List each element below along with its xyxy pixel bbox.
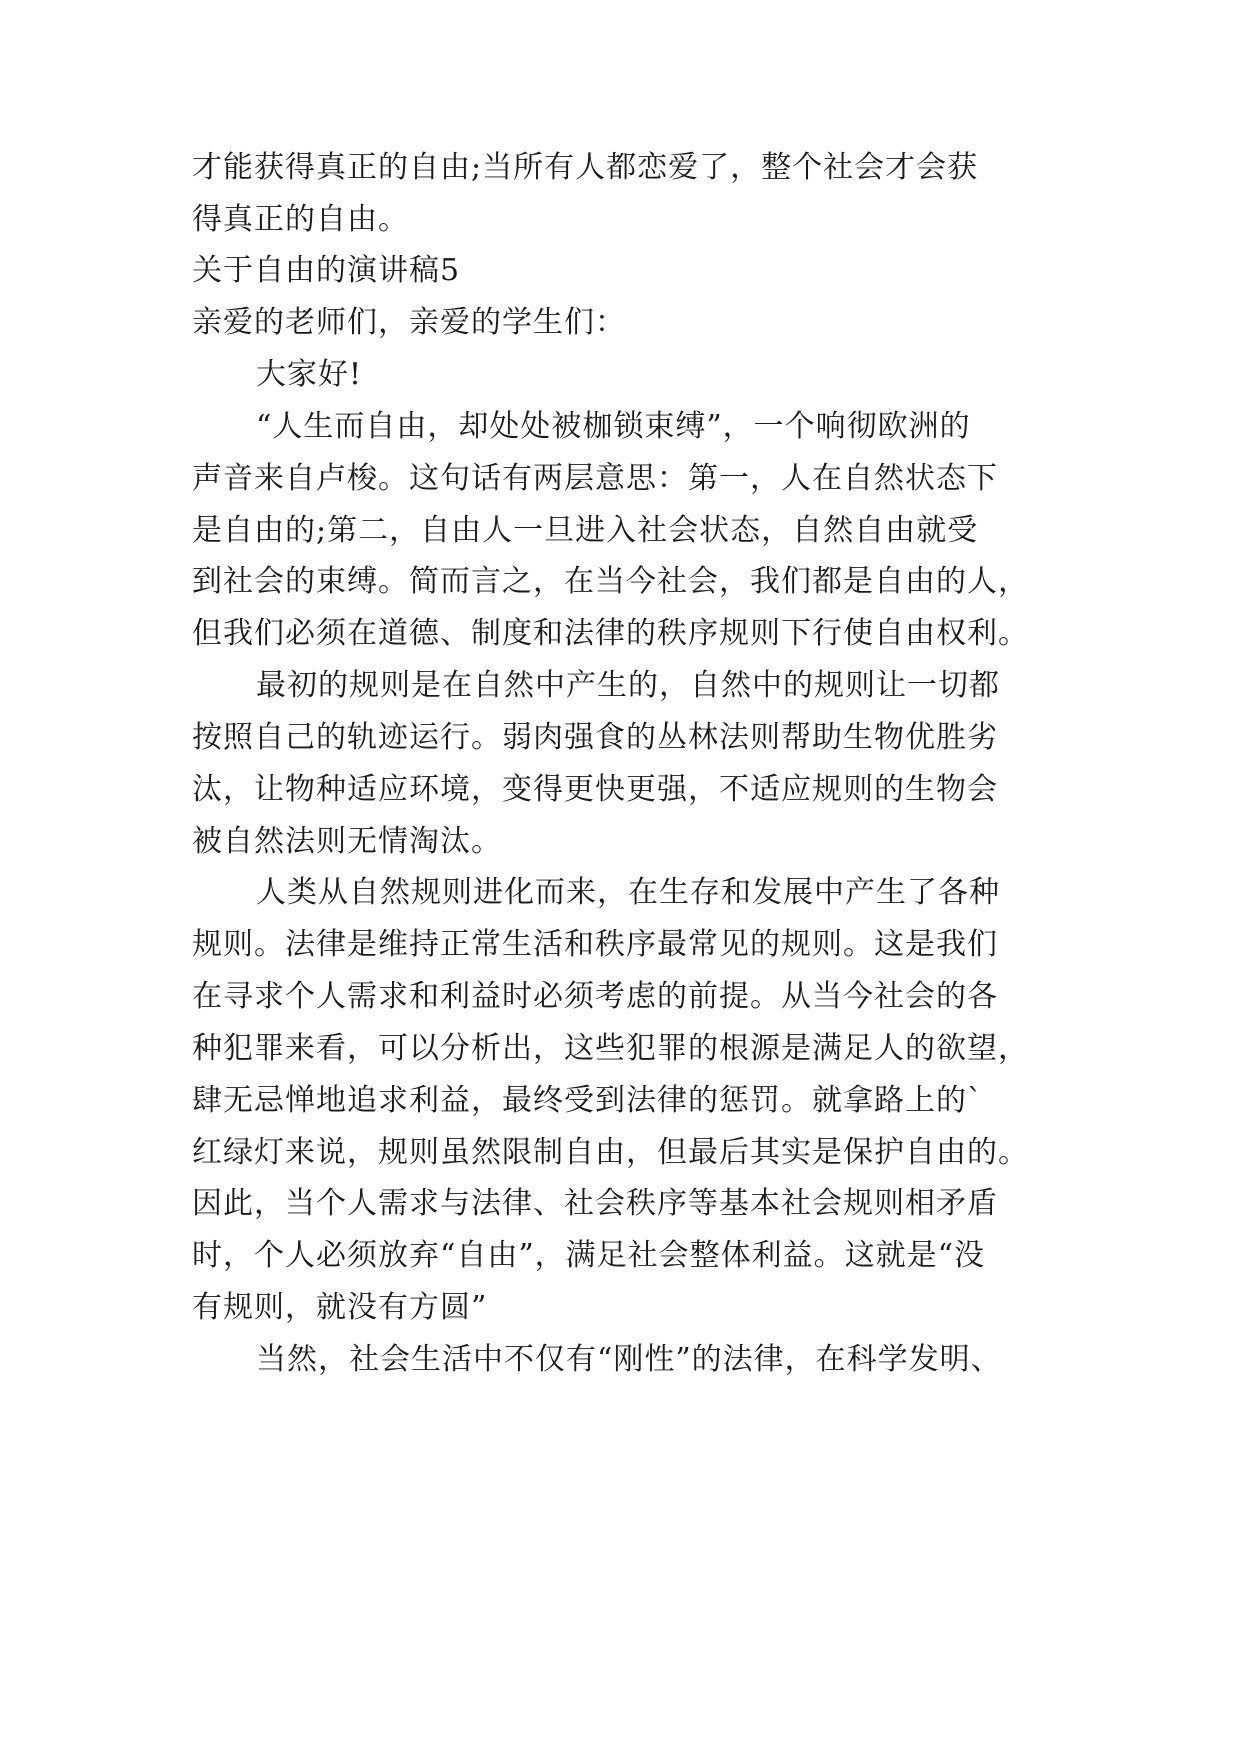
text-line: 但我们必须在道德、制度和法律的秩序规则下行使自由权利。 <box>192 616 1029 651</box>
text-line: 得真正的自由。 <box>192 202 409 237</box>
section-heading: 关于自由的演讲稿5 <box>192 253 461 288</box>
text-line: 是自由的;第二，自由人一旦进入社会状态，自然自由就受 <box>192 513 979 548</box>
text-line: 到社会的束缚。简而言之，在当今社会，我们都是自由的人， <box>192 564 1029 599</box>
text-line: 人类从自然规则进化而来，在生存和发展中产生了各种 <box>256 875 1000 910</box>
text-line: 最初的规则是在自然中产生的，自然中的规则让一切都 <box>256 668 1000 703</box>
text-line: 规则。法律是维持正常生活和秩序最常见的规则。这是我们 <box>192 927 998 962</box>
text-line: 红绿灯来说，规则虽然限制自由，但最后其实是保护自由的。 <box>192 1135 1029 1170</box>
text-line: 按照自己的轨迹运行。弱肉强食的丛林法则帮助生物优胜劣 <box>192 720 998 755</box>
text-line: 有规则，就没有方圆” <box>192 1290 488 1325</box>
text-line: 声音来自卢梭。这句话有两层意思：第一，人在自然状态下 <box>192 461 998 496</box>
salutation: 亲爱的老师们，亲爱的学生们： <box>192 305 626 340</box>
text-line: “人生而自由，却处处被枷锁束缚”，一个响彻欧洲的 <box>256 409 971 444</box>
text-line: 当然，社会生活中不仅有“刚性”的法律，在科学发明、 <box>256 1342 1002 1377</box>
text-line: 才能获得真正的自由;当所有人都恋爱了，整个社会才会获 <box>192 150 979 185</box>
greeting: 大家好! <box>256 357 363 392</box>
text-line: 因此，当个人需求与法律、社会秩序等基本社会规则相矛盾 <box>192 1186 998 1221</box>
text-line: 被自然法则无情淘汰。 <box>192 824 502 859</box>
text-line: 在寻求个人需求和利益时必须考虑的前提。从当今社会的各 <box>192 979 998 1014</box>
text-line: 汰，让物种适应环境，变得更快更强，不适应规则的生物会 <box>192 772 998 807</box>
text-line: 肆无忌惮地追求利益，最终受到法律的惩罚。就拿路上的` <box>192 1083 983 1118</box>
text-line: 种犯罪来看，可以分析出，这些犯罪的根源是满足人的欲望， <box>192 1031 1029 1066</box>
text-line: 时，个人必须放弃“自由”，满足社会整体利益。这就是“没 <box>192 1238 986 1273</box>
